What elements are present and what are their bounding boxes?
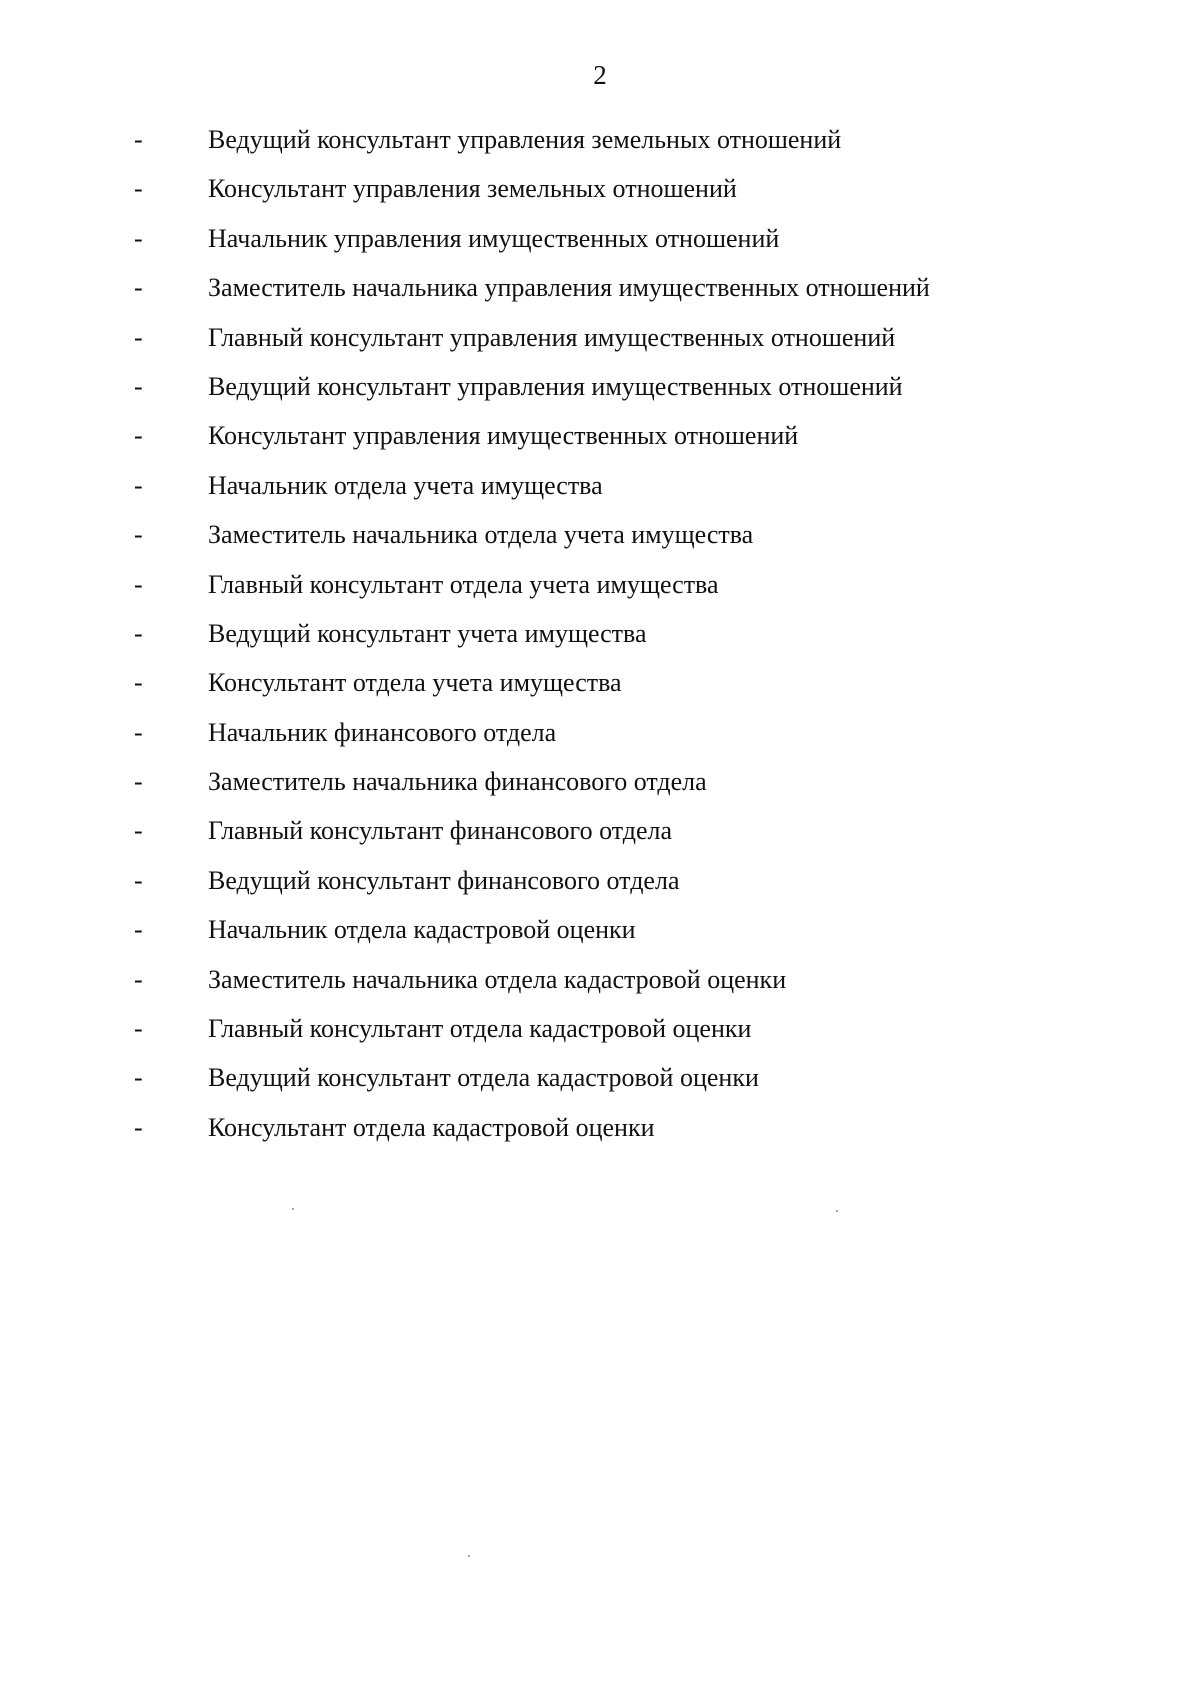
list-marker: -: [134, 520, 143, 550]
list-marker: -: [134, 273, 143, 303]
list-marker: -: [134, 223, 143, 253]
list-marker: -: [134, 1014, 143, 1044]
list-item: [0, 421, 1200, 470]
list-marker: -: [134, 816, 143, 846]
list-item-text: Главный консультант отдела кадастровой оценки: [208, 1014, 752, 1044]
list-marker: -: [134, 371, 143, 401]
position-list: [0, 125, 1200, 1162]
list-item: [0, 866, 1200, 915]
list-item-text: Ведущий консультант учета имущества: [208, 618, 647, 648]
list-item: [0, 273, 1200, 322]
list-marker: -: [134, 668, 143, 698]
list-marker: -: [134, 915, 143, 945]
list-marker: -: [134, 1112, 143, 1142]
list-item: [0, 816, 1200, 865]
list-marker: -: [134, 174, 143, 204]
list-item: [0, 965, 1200, 1014]
list-item-text: Заместитель начальника управления имущественных отношений: [208, 273, 930, 303]
list-item-text: Консультант отдела кадастровой оценки: [208, 1112, 655, 1142]
list-item-text: Главный консультант финансового отдела: [208, 816, 673, 846]
list-item: [0, 323, 1200, 372]
list-marker: -: [134, 421, 143, 451]
list-item-text: Консультант отдела учета имущества: [208, 668, 622, 698]
list-item-text: Консультант управления имущественных отношений: [208, 421, 799, 451]
list-item-text: Ведущий консультант отдела кадастровой оценки: [208, 1063, 759, 1093]
list-item-text: Ведущий консультант финансового отдела: [208, 865, 680, 895]
list-marker: -: [134, 1063, 143, 1093]
list-item: [0, 619, 1200, 668]
list-marker: -: [134, 767, 143, 797]
page-number: 2: [593, 60, 607, 90]
list-item-text: Заместитель начальника финансового отдела: [208, 767, 707, 797]
list-item-text: Ведущий консультант управления имущественных отношений: [208, 371, 903, 401]
list-item: [0, 1113, 1200, 1162]
list-item: [0, 570, 1200, 619]
list-item: [0, 915, 1200, 964]
list-marker: -: [134, 865, 143, 895]
list-item-text: Начальник отдела учета имущества: [208, 470, 603, 500]
list-marker: -: [134, 322, 143, 352]
list-item: [0, 471, 1200, 520]
list-item-text: Ведущий консультант управления земельных отношений: [208, 125, 842, 154]
list-item-text: Начальник финансового отдела: [208, 717, 557, 747]
list-item-text: Консультант управления земельных отношений: [208, 174, 737, 204]
list-item-text: Главный консультант управления имущественных отношений: [208, 322, 896, 352]
list-item-text: Заместитель начальника отдела кадастровой оценки: [208, 964, 787, 994]
list-item: [0, 1063, 1200, 1112]
list-marker: -: [134, 569, 143, 599]
list-item-text: Заместитель начальника отдела учета имущества: [208, 520, 754, 550]
list-item: [0, 224, 1200, 273]
list-marker: -: [134, 470, 143, 500]
scan-speck: [468, 1555, 470, 1557]
list-marker: -: [134, 125, 143, 154]
list-item-text: Начальник управления имущественных отношений: [208, 223, 780, 253]
list-marker: -: [134, 964, 143, 994]
list-item: [0, 767, 1200, 816]
list-item: [0, 125, 1200, 174]
list-item-text: Главный консультант отдела учета имущества: [208, 569, 719, 599]
list-item: [0, 372, 1200, 421]
list-item: [0, 520, 1200, 569]
list-item: [0, 668, 1200, 717]
list-item: [0, 1014, 1200, 1063]
list-marker: -: [134, 717, 143, 747]
list-item: [0, 718, 1200, 767]
list-marker: -: [134, 618, 143, 648]
scan-speck: [836, 1210, 838, 1212]
list-item: [0, 174, 1200, 223]
list-item-text: Начальник отдела кадастровой оценки: [208, 915, 636, 945]
scan-speck: [292, 1208, 294, 1210]
